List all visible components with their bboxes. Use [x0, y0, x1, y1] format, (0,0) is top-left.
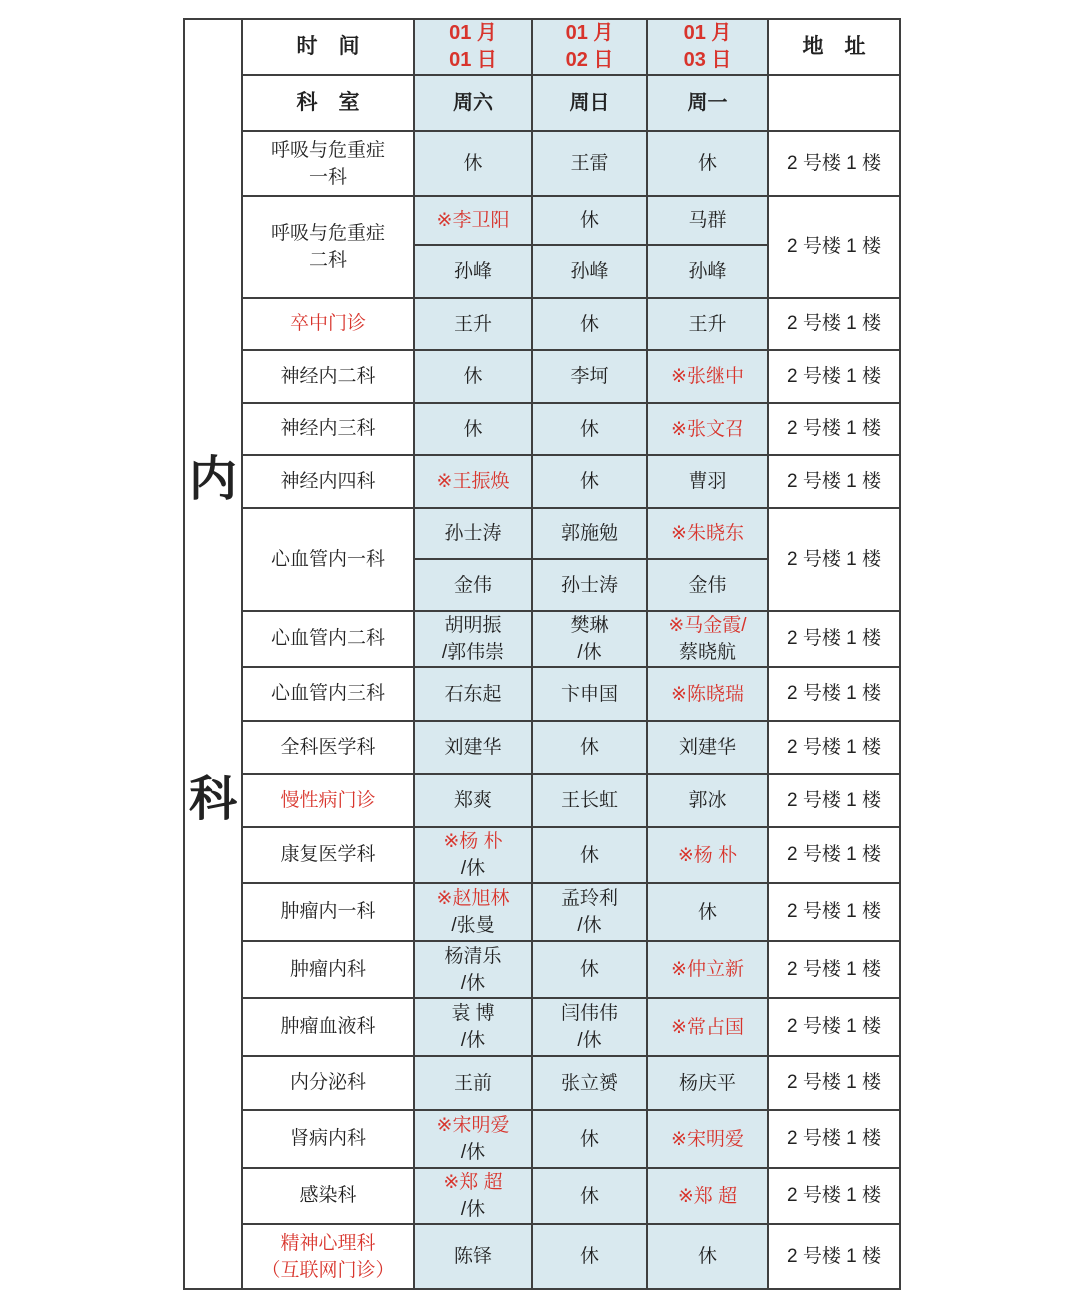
- table-row: [184, 721, 900, 774]
- department-name: 呼吸与危重症 一科: [270, 139, 385, 188]
- department-name: 神经内三科: [280, 418, 376, 439]
- doctor-name: 王升: [688, 313, 727, 335]
- address-cell: 2 号楼 1 楼: [768, 196, 900, 298]
- doctor-name: 休: [579, 1128, 599, 1150]
- doctor-cell: [414, 883, 532, 941]
- doctor-cell: [647, 998, 768, 1056]
- table-row: [184, 941, 900, 998]
- department-cell: [242, 508, 414, 611]
- address-cell: 2 号楼 1 楼: [768, 883, 900, 941]
- doctor-name: ※杨 朴: [443, 831, 503, 852]
- address-cell: 2 号楼 1 楼: [768, 721, 900, 774]
- doctor-name: ※赵旭林: [436, 888, 510, 909]
- doctor-name: 休: [579, 313, 599, 335]
- doctor-name: 休: [463, 418, 483, 440]
- address-cell: 2 号楼 1 楼: [768, 131, 900, 196]
- doctor-cell: [647, 667, 768, 721]
- doctor-name: 休: [579, 418, 599, 440]
- doctor-name: 孙士涛: [444, 523, 502, 544]
- doctor-name: /休: [460, 858, 486, 879]
- department-cell: [242, 1110, 414, 1168]
- table-row: [184, 883, 900, 941]
- table-row: [184, 298, 900, 350]
- address-cell: 2 号楼 1 楼: [768, 298, 900, 350]
- department-cell: [242, 721, 414, 774]
- doctor-cell: [647, 196, 768, 245]
- doctor-name: ※李卫阳: [436, 210, 510, 231]
- doctor-name: 休: [463, 366, 483, 387]
- department-cell: [242, 1056, 414, 1110]
- doctor-name: ※宋明爱: [436, 1115, 510, 1136]
- doctor-name: ※朱晓东: [671, 523, 744, 544]
- doctor-cell: [532, 1224, 647, 1289]
- doctor-name: 休: [579, 1185, 599, 1207]
- doctor-cell: [414, 1056, 532, 1110]
- date-month: 01 月: [449, 22, 497, 44]
- section-label: [185, 453, 241, 826]
- doctor-name: /张曼: [451, 915, 495, 936]
- department-cell: [242, 883, 414, 941]
- doctor-name: /郭伟崇: [441, 642, 505, 663]
- doctor-name: ※张继中: [671, 366, 744, 387]
- doctor-cell: [414, 196, 532, 245]
- address-cell: 2 号楼 1 楼: [768, 350, 900, 403]
- department-name: 慢性病门诊: [280, 789, 376, 811]
- doctor-cell: [532, 455, 647, 508]
- doctor-name: 郭施勉: [560, 523, 618, 544]
- doctor-name: /休: [577, 1030, 602, 1051]
- section-label-char-top: 内: [188, 453, 237, 506]
- address-cell: 2 号楼 1 楼: [768, 1224, 900, 1289]
- doctor-name: ※张文召: [671, 418, 744, 440]
- doctor-cell: [532, 559, 647, 611]
- department-cell: [242, 667, 414, 721]
- department-cell: [242, 298, 414, 350]
- doctor-name: ※郑 超: [677, 1185, 738, 1207]
- doctor-cell: [647, 455, 768, 508]
- address-cell: 2 号楼 1 楼: [768, 455, 900, 508]
- doctor-cell: [414, 998, 532, 1056]
- doctor-name: 胡明振: [444, 615, 502, 636]
- doctor-name: /休: [577, 915, 602, 936]
- doctor-cell: [414, 131, 532, 196]
- doctor-cell: [532, 245, 647, 298]
- department-name: 神经内四科: [280, 470, 376, 492]
- doctor-cell: [532, 883, 647, 941]
- department-name: 精神心理科 （互联网门诊）: [261, 1232, 395, 1281]
- address-cell: 2 号楼 1 楼: [768, 403, 900, 455]
- date-day: 01 日: [449, 49, 497, 71]
- doctor-cell: [414, 827, 532, 883]
- doctor-name: /休: [577, 642, 602, 663]
- doctor-name: 孙峰: [688, 261, 727, 282]
- doctor-cell: [532, 827, 647, 883]
- doctor-cell: [414, 350, 532, 403]
- department-name: 神经内二科: [280, 365, 376, 387]
- doctor-name: 王长虹: [560, 790, 618, 811]
- doctor-cell: [647, 131, 768, 196]
- department-cell: [242, 827, 414, 883]
- department-cell: [242, 1224, 414, 1289]
- doctor-cell: [647, 508, 768, 559]
- doctor-cell: [647, 559, 768, 611]
- doctor-cell: [647, 721, 768, 774]
- doctor-cell: [414, 298, 532, 350]
- table-row: [184, 131, 900, 196]
- date-cell: [532, 19, 647, 75]
- department-cell: [242, 774, 414, 827]
- doctor-name: 杨庆平: [678, 1072, 736, 1094]
- department-name: 肾病内科: [289, 1128, 366, 1149]
- doctor-cell: [647, 1224, 768, 1289]
- table-row: [184, 403, 900, 455]
- department-cell: [242, 611, 414, 667]
- department-name: 卒中门诊: [289, 313, 366, 334]
- table-row: [184, 196, 900, 245]
- department-name: 感染科: [299, 1185, 357, 1206]
- doctor-cell: [532, 667, 647, 721]
- department-cell: [242, 403, 414, 455]
- doctor-cell: [647, 611, 768, 667]
- doctor-name: 王雷: [570, 153, 609, 174]
- doctor-cell: [414, 941, 532, 998]
- department-name: 内分泌科: [289, 1072, 366, 1093]
- doctor-name: 李坷: [570, 366, 609, 387]
- doctor-name: 杨清乐: [444, 945, 502, 967]
- doctor-cell: [414, 559, 532, 611]
- doctor-name: 休: [579, 844, 599, 866]
- doctor-name: 休: [579, 737, 599, 758]
- doctor-name: 休: [579, 1246, 599, 1267]
- doctor-name: ※陈晓瑞: [671, 683, 744, 705]
- doctor-name: 曹羽: [688, 471, 727, 492]
- doctor-cell: [414, 611, 532, 667]
- doctor-name: 休: [579, 210, 599, 231]
- table-row: [184, 827, 900, 883]
- doctor-name: 孙峰: [570, 261, 609, 282]
- date-month: 01 月: [683, 22, 732, 44]
- department-name: 肿瘤内科: [289, 958, 366, 980]
- department-name: 肿瘤内一科: [280, 901, 376, 922]
- time-header-label: 时 间: [242, 19, 414, 75]
- department-cell: [242, 131, 414, 196]
- doctor-cell: [532, 721, 647, 774]
- doctor-name: 休: [697, 153, 717, 174]
- department-name: 康复医学科: [280, 844, 376, 865]
- doctor-name: 金伟: [453, 574, 492, 596]
- header-row-time: [184, 19, 900, 75]
- doctor-cell: [532, 508, 647, 559]
- address-cell: 2 号楼 1 楼: [768, 1110, 900, 1168]
- doctor-name: 刘建华: [678, 737, 736, 758]
- doctor-name: /休: [460, 1199, 486, 1220]
- department-name: 心血管内一科: [270, 548, 385, 570]
- doctor-name: 陈铎: [453, 1246, 492, 1267]
- section-label-cell: [184, 19, 242, 1289]
- table-row: [184, 1168, 900, 1224]
- address-cell: 2 号楼 1 楼: [768, 1168, 900, 1224]
- doctor-name: 孟玲利: [560, 888, 618, 909]
- doctor-cell: [647, 298, 768, 350]
- doctor-cell: [414, 1110, 532, 1168]
- doctor-name: 郑爽: [453, 790, 492, 811]
- empty-cell: [768, 75, 900, 131]
- header-row-dept: [184, 75, 900, 131]
- doctor-name: 张立赟: [560, 1072, 618, 1094]
- table-row: [184, 1110, 900, 1168]
- department-cell: [242, 455, 414, 508]
- doctor-name: 休: [463, 153, 483, 174]
- doctor-name: ※常占国: [671, 1016, 744, 1038]
- doctor-name: 王升: [453, 313, 492, 335]
- schedule-wrapper: [183, 18, 901, 1290]
- doctor-name: 石东起: [444, 683, 502, 705]
- doctor-cell: [532, 774, 647, 827]
- weekday-cell: 周六: [414, 75, 532, 131]
- doctor-cell: [532, 298, 647, 350]
- doctor-cell: [532, 941, 647, 998]
- table-row: [184, 508, 900, 559]
- doctor-name: ※仲立新: [671, 959, 744, 980]
- doctor-cell: [647, 827, 768, 883]
- doctor-cell: [414, 1168, 532, 1224]
- doctor-cell: [647, 774, 768, 827]
- doctor-cell: [414, 721, 532, 774]
- doctor-name: 马群: [688, 210, 727, 231]
- doctor-cell: [414, 403, 532, 455]
- table-row: [184, 1056, 900, 1110]
- doctor-cell: [532, 196, 647, 245]
- doctor-name: 孙峰: [453, 261, 492, 282]
- doctor-name: 休: [697, 1246, 717, 1267]
- weekday-cell: 周一: [647, 75, 768, 131]
- doctor-cell: [532, 403, 647, 455]
- doctor-cell: [647, 245, 768, 298]
- doctor-cell: [532, 131, 647, 196]
- doctor-name: ※马金霞/: [668, 615, 747, 636]
- date-day: 02 日: [565, 49, 614, 71]
- doctor-name: ※郑 超: [443, 1172, 503, 1193]
- table-row: [184, 611, 900, 667]
- dept-header-label: 科 室: [242, 75, 414, 131]
- doctor-name: 孙士涛: [560, 574, 618, 596]
- doctor-cell: [414, 667, 532, 721]
- doctor-name: /休: [460, 1030, 486, 1051]
- doctor-name: 休: [579, 471, 599, 492]
- doctor-name: 樊琳: [570, 615, 609, 636]
- doctor-cell: [414, 245, 532, 298]
- address-cell: 2 号楼 1 楼: [768, 1056, 900, 1110]
- doctor-cell: [532, 1110, 647, 1168]
- date-month: 01 月: [565, 22, 614, 44]
- department-name: 肿瘤血液科: [280, 1016, 376, 1037]
- table-row: [184, 998, 900, 1056]
- table-row: [184, 667, 900, 721]
- department-name: 心血管内二科: [270, 628, 385, 649]
- schedule-table: [183, 18, 901, 1290]
- doctor-cell: [647, 1110, 768, 1168]
- table-row: [184, 1224, 900, 1289]
- department-name: 全科医学科: [280, 736, 376, 758]
- doctor-name: 郭冰: [688, 790, 727, 811]
- address-cell: 2 号楼 1 楼: [768, 611, 900, 667]
- doctor-name: ※杨 朴: [677, 844, 738, 866]
- doctor-cell: [532, 1168, 647, 1224]
- doctor-cell: [647, 403, 768, 455]
- doctor-name: 休: [697, 901, 717, 923]
- table-row: [184, 455, 900, 508]
- date-cell: [414, 19, 532, 75]
- address-header-label: 地 址: [768, 19, 900, 75]
- doctor-name: 蔡晓航: [678, 642, 736, 663]
- address-cell: 2 号楼 1 楼: [768, 667, 900, 721]
- address-cell: 2 号楼 1 楼: [768, 774, 900, 827]
- address-cell: 2 号楼 1 楼: [768, 941, 900, 998]
- doctor-cell: [414, 455, 532, 508]
- doctor-name: /休: [460, 1142, 486, 1163]
- doctor-cell: [647, 350, 768, 403]
- doctor-cell: [532, 998, 647, 1056]
- doctor-name: 闫伟伟: [560, 1003, 618, 1024]
- department-name: 心血管内三科: [270, 683, 385, 704]
- department-cell: [242, 998, 414, 1056]
- doctor-name: 金伟: [688, 574, 727, 596]
- department-cell: [242, 1168, 414, 1224]
- date-cell: [647, 19, 768, 75]
- doctor-cell: [532, 350, 647, 403]
- doctor-cell: [647, 1168, 768, 1224]
- doctor-name: 卞申国: [560, 683, 618, 705]
- department-cell: [242, 350, 414, 403]
- department-name: 呼吸与危重症 二科: [270, 223, 385, 271]
- doctor-name: 袁 博: [451, 1003, 495, 1024]
- doctor-cell: [532, 611, 647, 667]
- doctor-cell: [414, 508, 532, 559]
- doctor-name: /休: [460, 972, 486, 994]
- doctor-name: 刘建华: [444, 737, 502, 758]
- doctor-cell: [532, 1056, 647, 1110]
- address-cell: 2 号楼 1 楼: [768, 998, 900, 1056]
- department-cell: [242, 941, 414, 998]
- weekday-cell: 周日: [532, 75, 647, 131]
- doctor-cell: [414, 1224, 532, 1289]
- address-cell: 2 号楼 1 楼: [768, 508, 900, 611]
- table-row: [184, 350, 900, 403]
- doctor-cell: [414, 774, 532, 827]
- department-cell: [242, 196, 414, 298]
- doctor-name: ※王振焕: [436, 471, 510, 492]
- doctor-name: 休: [579, 959, 599, 980]
- doctor-cell: [647, 883, 768, 941]
- table-row: [184, 774, 900, 827]
- doctor-name: 王前: [453, 1072, 492, 1094]
- doctor-cell: [647, 1056, 768, 1110]
- doctor-cell: [647, 941, 768, 998]
- doctor-name: ※宋明爱: [671, 1128, 744, 1150]
- address-cell: 2 号楼 1 楼: [768, 827, 900, 883]
- section-label-char-bottom: 科: [188, 773, 237, 826]
- date-day: 03 日: [683, 49, 732, 71]
